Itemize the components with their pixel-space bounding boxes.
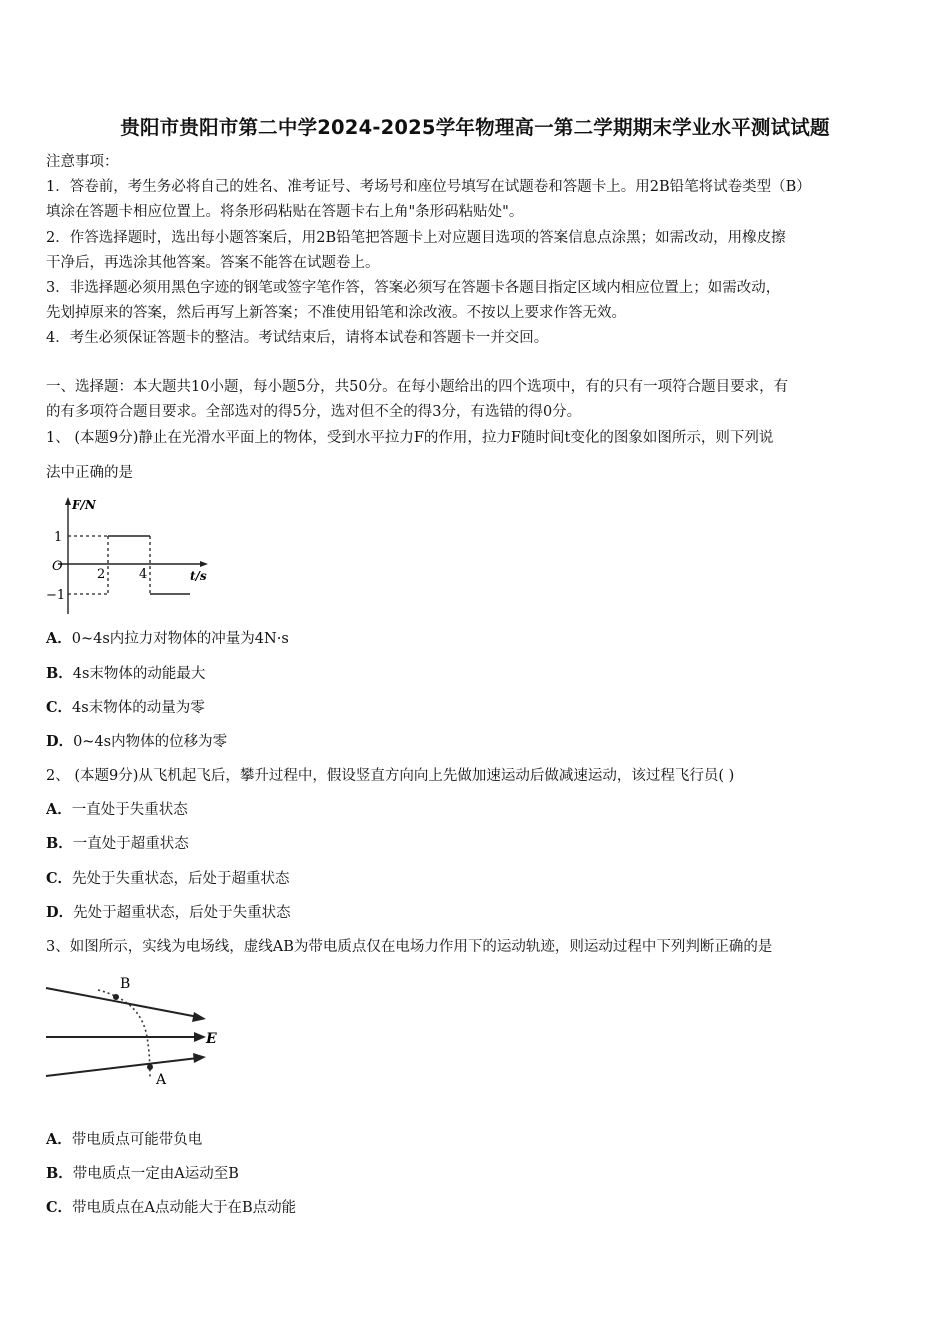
electric-field-diagram [42, 970, 222, 1092]
option-text: 先处于超重状态，后处于失重状态 [73, 905, 291, 921]
notice-line: 先划掉原来的答案，然后再写上新答案；不准使用铅笔和涂改液。不按以上要求作答无效。 [46, 305, 626, 321]
field-arrow [192, 1012, 206, 1022]
option-text: 带电质点一定由A运动至B [72, 1166, 239, 1182]
notice-heading: 注意事项： [46, 154, 119, 170]
notice-line: 干净后，再选涂其他答案。答案不能答在试题卷上。 [46, 255, 380, 271]
field-label: E [206, 1031, 217, 1047]
option-text: 0~4s内物体的位移为零 [73, 734, 228, 750]
option [46, 869, 290, 889]
origin-label: O [52, 559, 63, 574]
question-2-text: 2、 (本题9分)从飞机起飞后，攀升过程中，假设竖直方向向上先做加速运动后做减速运动，该过程飞行员( ) [46, 768, 735, 784]
notice-line: 1．答卷前，考生务必将自己的姓名、准考证号、考场号和座位号填写在试题卷和答题卡上。用2B铅笔将试卷类型（B） [46, 179, 811, 195]
notice-line: 2．作答选择题时，选出每小题答案后，用2B铅笔把答题卡上对应题目选项的答案信息点涂黑；如需改动，用橡皮擦 [46, 230, 786, 246]
option-label: A． [46, 801, 72, 818]
option [46, 1130, 202, 1150]
option [46, 698, 205, 718]
x-axis-arrow [200, 561, 208, 567]
tick-label: 4 [139, 567, 148, 582]
option [46, 1164, 239, 1184]
y-axis-arrow [65, 497, 71, 505]
option [46, 800, 188, 820]
option-text: 一直处于失重状态 [71, 802, 188, 818]
option-text: 4s末物体的动能最大 [72, 666, 206, 682]
option-text: 带电质点在A点动能大于在B点动能 [72, 1200, 297, 1216]
question-1-text: 法中正确的是 [46, 465, 133, 481]
option-label: C． [46, 870, 73, 887]
field-arrow [193, 1053, 206, 1063]
option-label: B． [46, 1165, 73, 1182]
tick-label: −1 [46, 588, 66, 603]
option-text: 先处于失重状态，后处于超重状态 [72, 871, 290, 887]
option-text: 4s末物体的动量为零 [72, 700, 205, 716]
tick-label: 2 [97, 567, 106, 582]
option-text: 0~4s内拉力对物体的冲量为4N·s [71, 631, 289, 647]
option [46, 629, 289, 649]
point-b-dot [113, 994, 119, 1000]
option-label: B． [46, 835, 73, 852]
notice-line: 填涂在答题卡相应位置上。将条形码粘贴在答题卡右上角"条形码粘贴处"。 [46, 204, 524, 220]
point-a-label: A [156, 1072, 167, 1088]
field-line [46, 988, 198, 1017]
option-label: B． [46, 665, 73, 682]
option [46, 732, 227, 752]
section-intro: 的有多项符合题目要求。全部选对的得5分，选对但不全的得3分，有选错的得0分。 [46, 404, 582, 420]
tick-label: 1 [54, 530, 63, 545]
option [46, 903, 291, 923]
option-label: A． [46, 630, 72, 647]
option-label: D． [46, 733, 74, 750]
option-label: D． [46, 904, 74, 921]
notice-line: 3．非选择题必须用黑色字迹的钢笔或签字笔作答，答案必须写在答题卡各题目指定区域内相应位置上；如需改动， [46, 280, 781, 296]
option [46, 664, 205, 684]
option [46, 1198, 296, 1218]
x-axis-label: t/s [190, 569, 207, 583]
notice-line: 4．考生必须保证答题卡的整洁。考试结束后，请将本试卷和答题卡一并交回。 [46, 330, 549, 346]
field-line [46, 1058, 198, 1076]
option-label: C． [46, 699, 73, 716]
section-intro: 一、选择题：本大题共10小题，每小题5分，共50分。在每小题给出的四个选项中，有的只有一项符合题目要求，有 [46, 379, 789, 395]
field-arrow [194, 1032, 206, 1042]
question-3-text: 3、如图所示，实线为电场线，虚线AB为带电质点仅在电场力作用下的运动轨迹，则运动过程中下列判断正确的是 [46, 939, 773, 955]
y-axis-label: F/N [72, 498, 96, 512]
option-text: 一直处于超重状态 [72, 836, 189, 852]
point-b-label: B [120, 976, 131, 992]
option-text: 带电质点可能带负电 [71, 1132, 203, 1148]
point-a-dot [147, 1064, 153, 1070]
question-1-text: 1、 (本题9分)静止在光滑水平面上的物体，受到水平拉力F的作用，拉力F随时间t变化的图象如图所示，则下列说 [46, 430, 774, 446]
page-title: 贵阳市贵阳市第二中学2024-2025学年物理高一第二学期期末学业水平测试试题 [120, 116, 830, 139]
option [46, 834, 189, 854]
option-label: C． [46, 1199, 73, 1216]
option-label: A． [46, 1131, 72, 1148]
force-time-graph [44, 494, 214, 620]
